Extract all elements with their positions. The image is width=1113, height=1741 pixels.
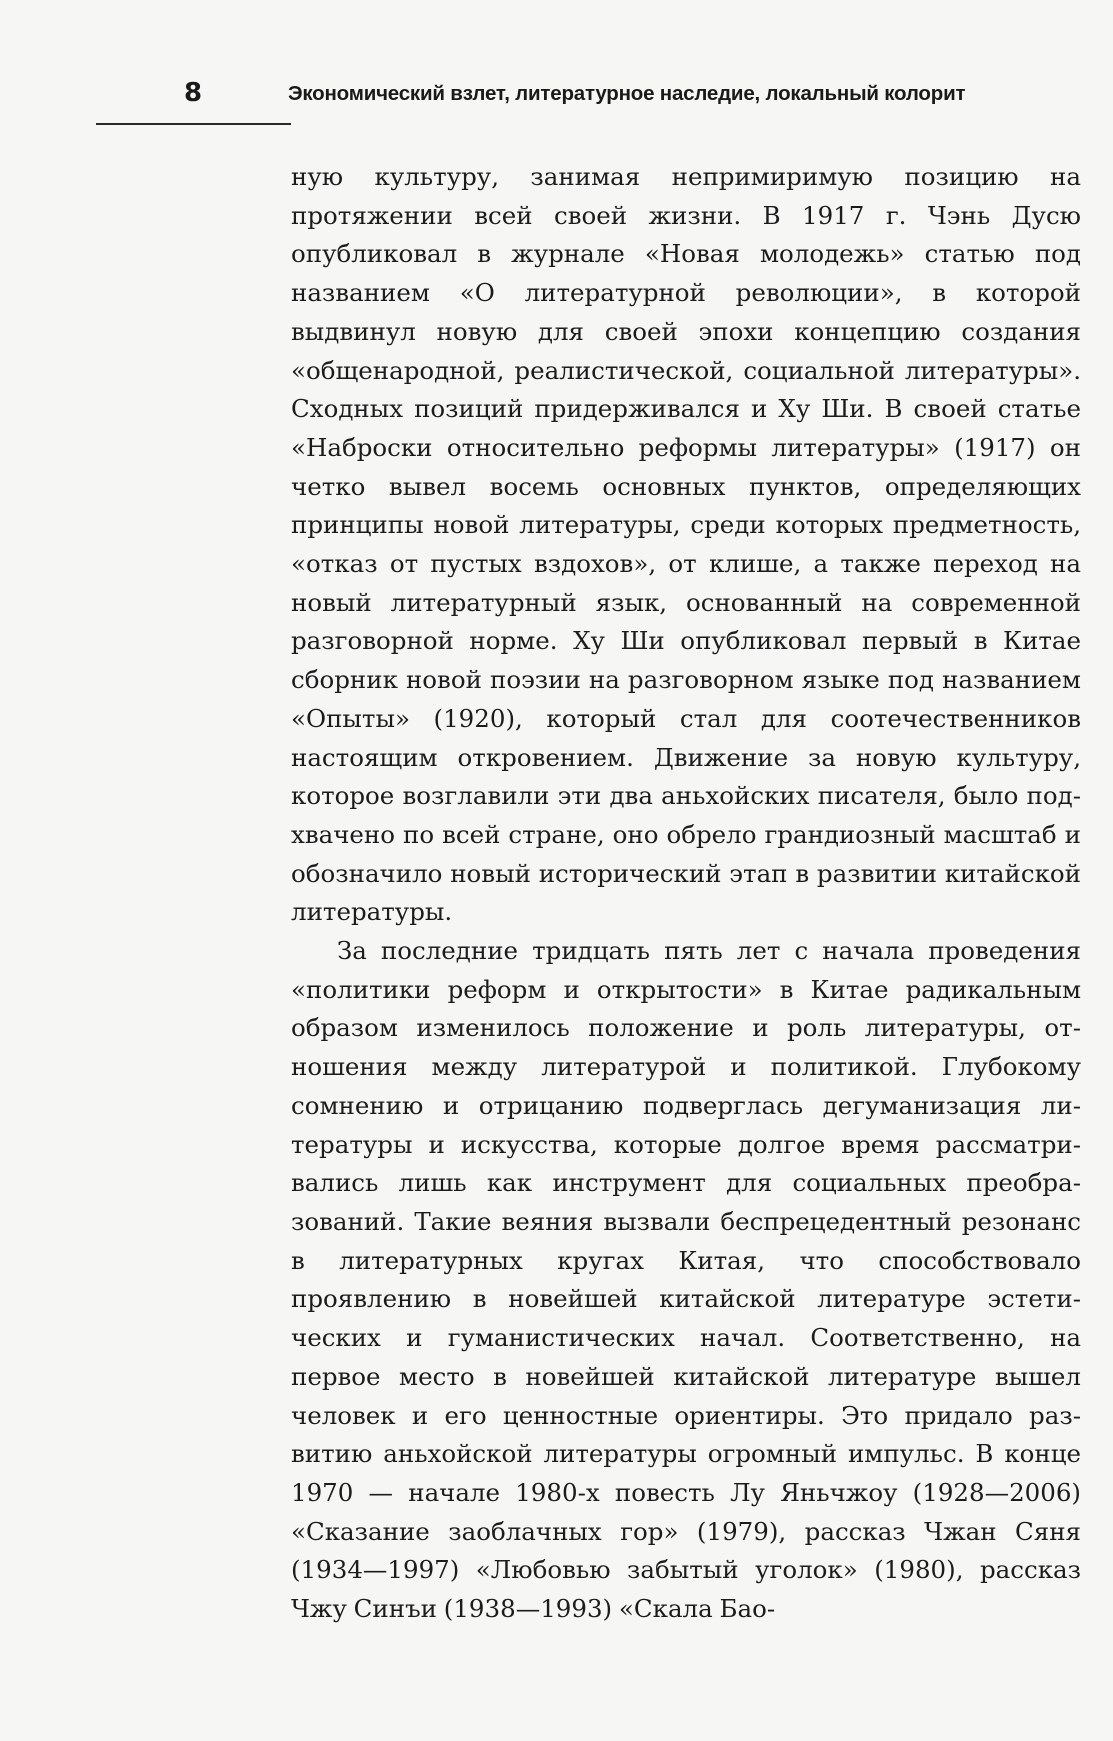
page-header (184, 78, 1084, 118)
paragraph-2: За последние тридцать пять лет с начала проведения «политики реформ и открытости» в Китае радикальным образом изменилось положение и роль литературы, отношения между литературой и политикой. Глубокому сомнению и отрицанию подверглась дегуманизация литературы и искусства, которые долгое время рассматривались лишь как инструмент для социальных преобразований. Такие веяния вызвали беспрецедентный резонанс в литературных кругах Китая, что способствовало проявлению в новейшей китайской литературе эстетических и гуманистических начал. Соответственно, на первое место в новейшей китайской литературе вышел человек и его ценностные ориентиры. Это придало развитию аньхойской литературы огромный импульс. В конце 1970 — начале 1980-х повесть Лу Яньчжоу (1928—2006) «Сказание заоблачных гор» (1979), рассказ Чжан Сяня (1934—1997) «Любовью забытый уголок» (1980), рассказ Чжу Синъи (1938—1993) «Скала Бао- (291, 936, 1081, 1624)
paragraph-1: ную культуру, занимая непримиримую позицию на протяжении всей своей жизни. В 1917 г. Чэнь Дусю опубликовал в журнале «Новая молодежь» статью под названием «О литературной революции», в которой выдвинул новую для своей эпохи концепцию создания «общенародной, реалистической, социальной литературы». Сходных позиций придерживался и Ху Ши. В своей статье «Наброски относительно реформы литературы» (1917) он четко вывел восемь основных пунктов, определяющих принципы новой литературы, среди которых предметность, «отказ от пустых вздохов», от клише, а также переход на новый литературный язык, основанный на современной разговорной норме. Ху Ши опубликовал первый в Китае сборник новой поэзии на разговорном языке под названием «Опыты» (1920), который стал для соотечественников настоящим откровением. Движение за новую культуру, которое возглавили эти два аньхойских писателя, было подхвачено по всей стране, оно обрело грандиозный масштаб и обозначило новый исторический этап в развитии китайской литературы. (291, 162, 1081, 927)
page-number: 8 (184, 78, 203, 108)
body-text (291, 158, 1081, 1629)
header-rule (96, 123, 291, 125)
running-head: Экономический взлет, литературное наследие, локальный колорит (288, 82, 966, 105)
